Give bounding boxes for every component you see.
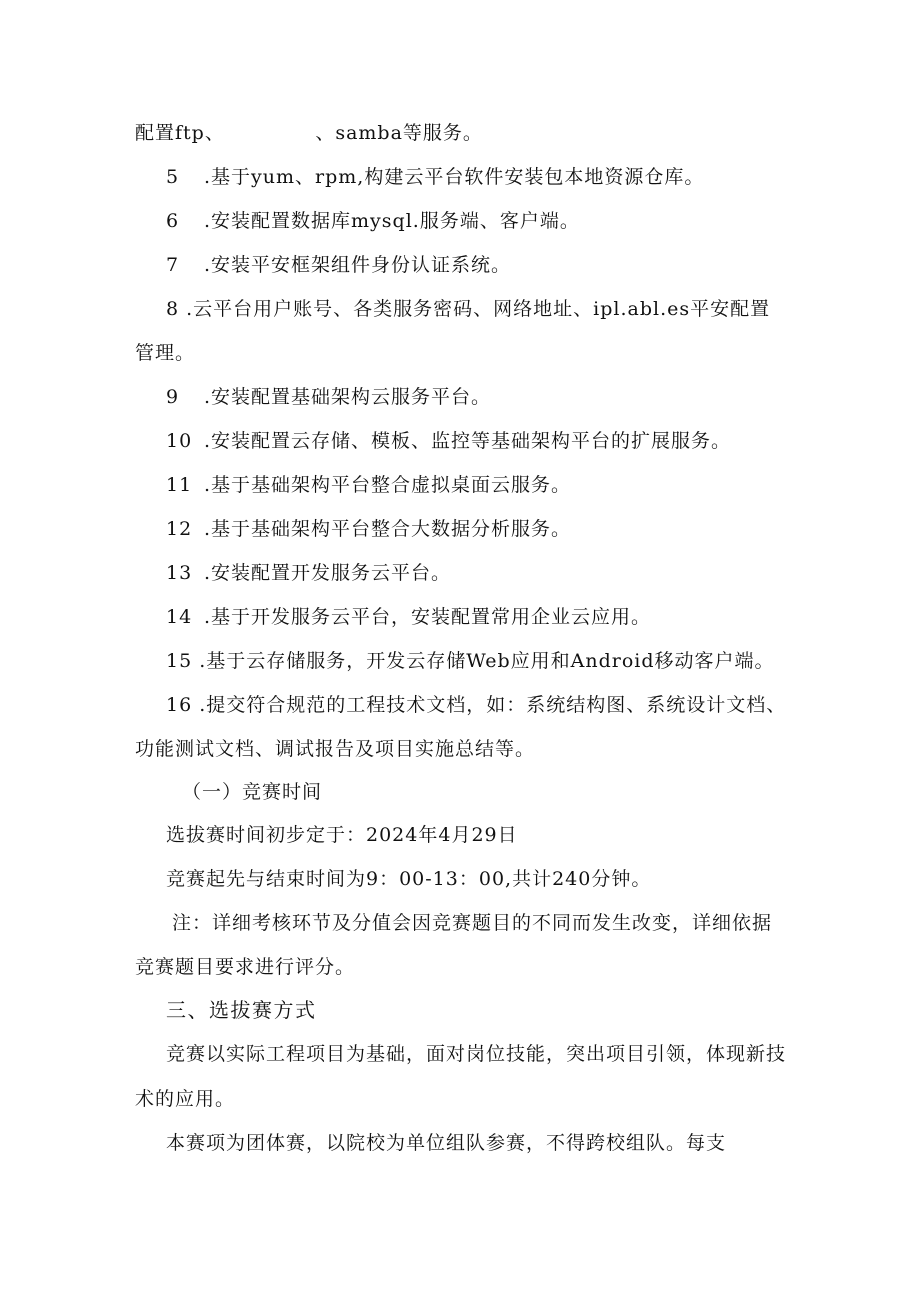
- time-line-duration: 竞赛起先与结束时间为9：00-13：00,共计240分钟。: [166, 868, 652, 890]
- list-item-10: [166, 428, 731, 454]
- method-line1: 竞赛以实际工程项目为基础，面对岗位技能，突出项目引领，体现新技: [166, 1043, 787, 1065]
- text-line-services: 配置ftp、 、samba等服务。: [135, 122, 483, 144]
- list-number: 13: [166, 562, 193, 584]
- list-item-9: [166, 384, 491, 410]
- list-item-8-line2: 管理。: [135, 342, 196, 364]
- list-number: 7: [166, 254, 180, 276]
- list-item-16-line1: 16 .提交符合规范的工程技术文档，如：系统结构图、系统设计文档、: [166, 694, 787, 716]
- list-number: 14: [166, 606, 193, 628]
- list-item-11: [166, 472, 571, 498]
- list-text: .安装配置云存储、模板、监控等基础架构平台的扩展服务。: [204, 430, 732, 452]
- list-item-7: [166, 252, 511, 278]
- list-text: .基于基础架构平台整合虚拟桌面云服务。: [204, 474, 572, 496]
- list-item-5: [166, 164, 704, 190]
- note-line2: 竞赛题目要求进行评分。: [135, 956, 356, 978]
- time-line-date: 选拔赛时间初步定于：2024年4月29日: [166, 824, 518, 846]
- list-text: .安装配置基础架构云服务平台。: [204, 386, 492, 408]
- list-text: .基于基础架构平台整合大数据分析服务。: [204, 518, 572, 540]
- list-item-16-line2: 功能测试文档、调试报告及项目实施总结等。: [135, 738, 536, 760]
- list-item-6: [166, 208, 580, 234]
- list-item-8-line1: 8 .云平台用户账号、各类服务密码、网络地址、ipl.abl.es平安配置: [166, 298, 771, 320]
- subsection-heading: （一）竞赛时间: [182, 781, 323, 803]
- list-text: .基于开发服务云平台，安装配置常用企业云应用。: [204, 606, 652, 628]
- team-line: 本赛项为团体赛，以院校为单位组队参赛，不得跨校组队。每支: [166, 1132, 727, 1154]
- list-number: 10: [166, 430, 193, 452]
- list-item-15: 15 .基于云存储服务，开发云存储Web应用和Android移动客户端。: [166, 650, 775, 672]
- note-line1: 注：详细考核环节及分值会因竞赛题目的不同而发生改变，详细依据: [172, 912, 773, 934]
- list-number: 11: [166, 474, 193, 496]
- list-item-12: [166, 516, 571, 542]
- list-text: .安装平安框架组件身份认证系统。: [204, 254, 512, 276]
- method-line2: 术的应用。: [135, 1088, 236, 1110]
- section-heading: 三、选拔赛方式: [166, 998, 317, 1022]
- list-text: .基于yum、rpm,构建云平台软件安装包本地资源仓库。: [204, 166, 705, 188]
- list-item-14: [166, 604, 651, 630]
- list-text: .安装配置数据库mysql.服务端、客户端。: [204, 210, 580, 232]
- list-number: 12: [166, 518, 193, 540]
- list-number: 5: [166, 166, 180, 188]
- list-number: 6: [166, 210, 180, 232]
- list-item-13: [166, 560, 451, 586]
- list-number: 9: [166, 386, 180, 408]
- list-text: .安装配置开发服务云平台。: [204, 562, 452, 584]
